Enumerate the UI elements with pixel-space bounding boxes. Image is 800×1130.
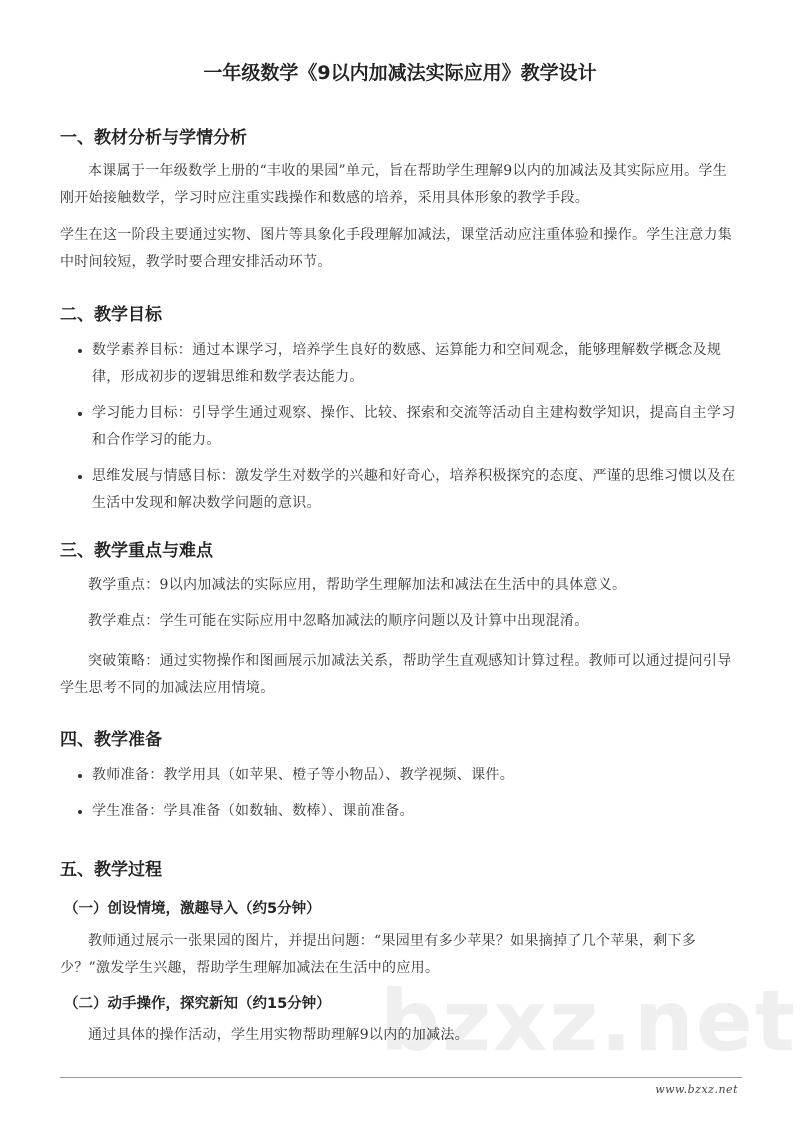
section-heading-preparation: 四、教学准备 bbox=[60, 730, 162, 750]
paragraph-difficulty: 教学难点：学生可能在实际应用中忽略加减法的顺序问题以及计算中出现混淆。 bbox=[88, 613, 589, 629]
objectives-list bbox=[78, 337, 742, 526]
paragraph-intro: 教师通过展示一张果园的图片，并提出问题：“果园里有多少苹果？如果摘掉了几个苹果，剩下多少？”激发学生兴趣，帮助学生理解加减法在生活中的应用。 bbox=[60, 933, 697, 976]
watermark-logo: bzxz.net bbox=[380, 972, 797, 1070]
subsection-heading-explore: （二）动手操作，探究新知（约15分钟） bbox=[64, 996, 331, 1012]
list-item: 学习能力目标：引导学生通过观察、操作、比较、探索和交流等活动自主建构数学知识，提高自主学习和合作学习的能力。 bbox=[78, 400, 742, 454]
paragraph-strategy: 突破策略：通过实物操作和图画展示加减法关系，帮助学生直观感知计算过程。教师可以通过提问引导学生思考不同的加减法应用情境。 bbox=[60, 653, 732, 696]
paragraph-analysis-2: 学生在这一阶段主要通过实物、图片等具象化手段理解加减法，课堂活动应注重体验和操作。学生注意力集中时间较短，教学时要合理安排活动环节。 bbox=[60, 227, 733, 270]
section-heading-process: 五、教学过程 bbox=[60, 860, 162, 880]
paragraph-key-point: 教学重点：9以内加减法的实际应用，帮助学生理解加法和减法在生活中的具体意义。 bbox=[88, 577, 627, 593]
section-heading-analysis: 一、教材分析与学情分析 bbox=[60, 128, 247, 148]
list-item: 思维发展与情感目标：激发学生对数学的兴趣和好奇心，培养积极探究的态度、严谨的思维习惯以及在生活中发现和解决数学问题的意识。 bbox=[78, 463, 742, 517]
paragraph-explore: 通过具体的操作活动，学生用实物帮助理解9以内的加减法。 bbox=[88, 1027, 470, 1043]
list-item: 数学素养目标：通过本课学习，培养学生良好的数感、运算能力和空间观念，能够理解数学概念及规律，形成初步的逻辑思维和数学表达能力。 bbox=[78, 337, 742, 391]
footer-url: www.bzxz.net bbox=[655, 1083, 738, 1096]
subsection-heading-intro: （一）创设情境，激趣导入（约5分钟） bbox=[64, 901, 321, 917]
list-item: 教师准备：教学用具（如苹果、橙子等小物品）、教学视频、课件。 bbox=[78, 762, 742, 789]
footer-divider bbox=[60, 1077, 742, 1078]
paragraph-analysis-1: 本课属于一年级数学上册的“丰收的果园”单元，旨在帮助学生理解9以内的加减法及其实际应用。学生刚开始接触数学，学习时应注重实践操作和数感的培养，采用具体形象的教学手段。 bbox=[60, 163, 728, 206]
document-title: 一年级数学《9以内加减法实际应用》教学设计 bbox=[203, 62, 597, 84]
section-heading-key-points: 三、教学重点与难点 bbox=[60, 541, 213, 561]
preparation-list bbox=[78, 762, 742, 834]
list-item: 学生准备：学具准备（如数轴、数棒）、课前准备。 bbox=[78, 798, 742, 825]
section-heading-objectives: 二、教学目标 bbox=[60, 305, 162, 325]
